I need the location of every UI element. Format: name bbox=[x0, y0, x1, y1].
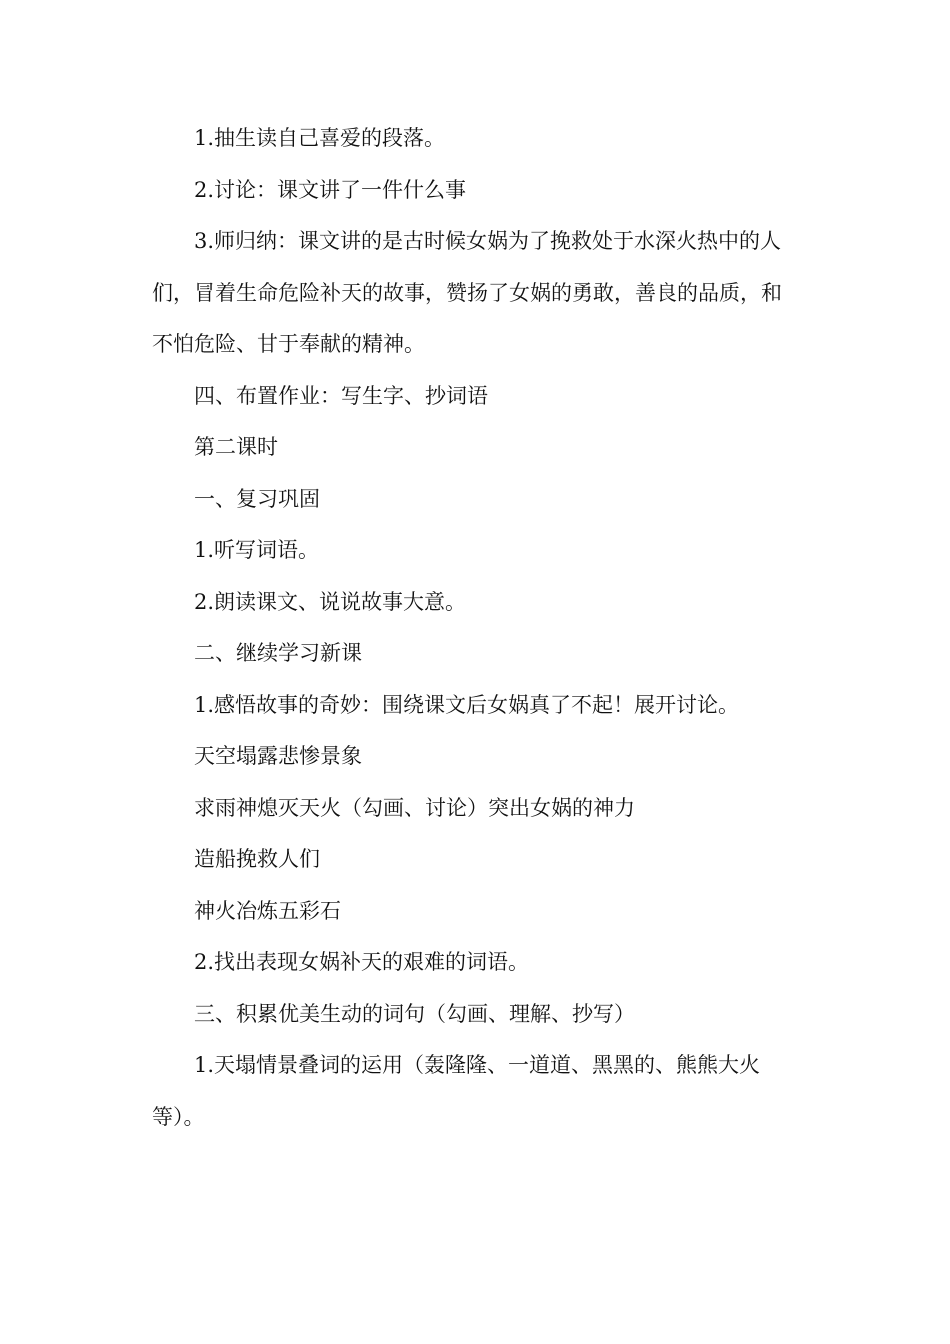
section-heading-second-lesson: 第二课时 bbox=[194, 435, 278, 459]
paragraph-17: 1.天塌情景叠词的运用（轰隆隆、一道道、黑黑的、熊熊大火等）。 bbox=[152, 1053, 761, 1129]
paragraph-3: 3.师归纳：课文讲的是古时候女娲为了挽救处于水深火热中的人们，冒着生命危险补天的故事，赞扬了女娲的勇敢，善良的品质，和不怕危险、甘于奉献的精神。 bbox=[152, 229, 782, 356]
document-body bbox=[152, 113, 800, 1143]
list-item-1: 天空塌露悲惨景象 bbox=[194, 744, 362, 768]
list-item-2: 求雨神熄灭天火（勾画、讨论）突出女娲的神力 bbox=[194, 795, 635, 820]
paragraph-10: 1.感悟故事的奇妙：围绕课文后女娲真了不起！展开讨论。 bbox=[194, 692, 740, 717]
list-item-4: 神火冶炼五彩石 bbox=[194, 898, 341, 923]
paragraph-4: 四、布置作业：写生字、抄词语 bbox=[194, 383, 488, 408]
paragraph-8: 2.朗读课文、说说故事大意。 bbox=[194, 589, 467, 614]
paragraph-1: 1.抽生读自己喜爱的段落。 bbox=[194, 126, 446, 150]
list-item-3: 造船挽救人们 bbox=[194, 847, 320, 871]
paragraph-7: 1.听写词语。 bbox=[194, 538, 320, 562]
section-heading-new-lesson: 二、继续学习新课 bbox=[194, 641, 362, 665]
paragraph-15: 2.找出表现女娲补天的艰难的词语。 bbox=[194, 950, 530, 974]
section-heading-accumulate: 三、积累优美生动的词句（勾画、理解、抄写） bbox=[194, 1001, 635, 1026]
section-heading-review: 一、复习巩固 bbox=[194, 486, 320, 511]
paragraph-2: 2.讨论：课文讲了一件什么事 bbox=[194, 177, 467, 202]
